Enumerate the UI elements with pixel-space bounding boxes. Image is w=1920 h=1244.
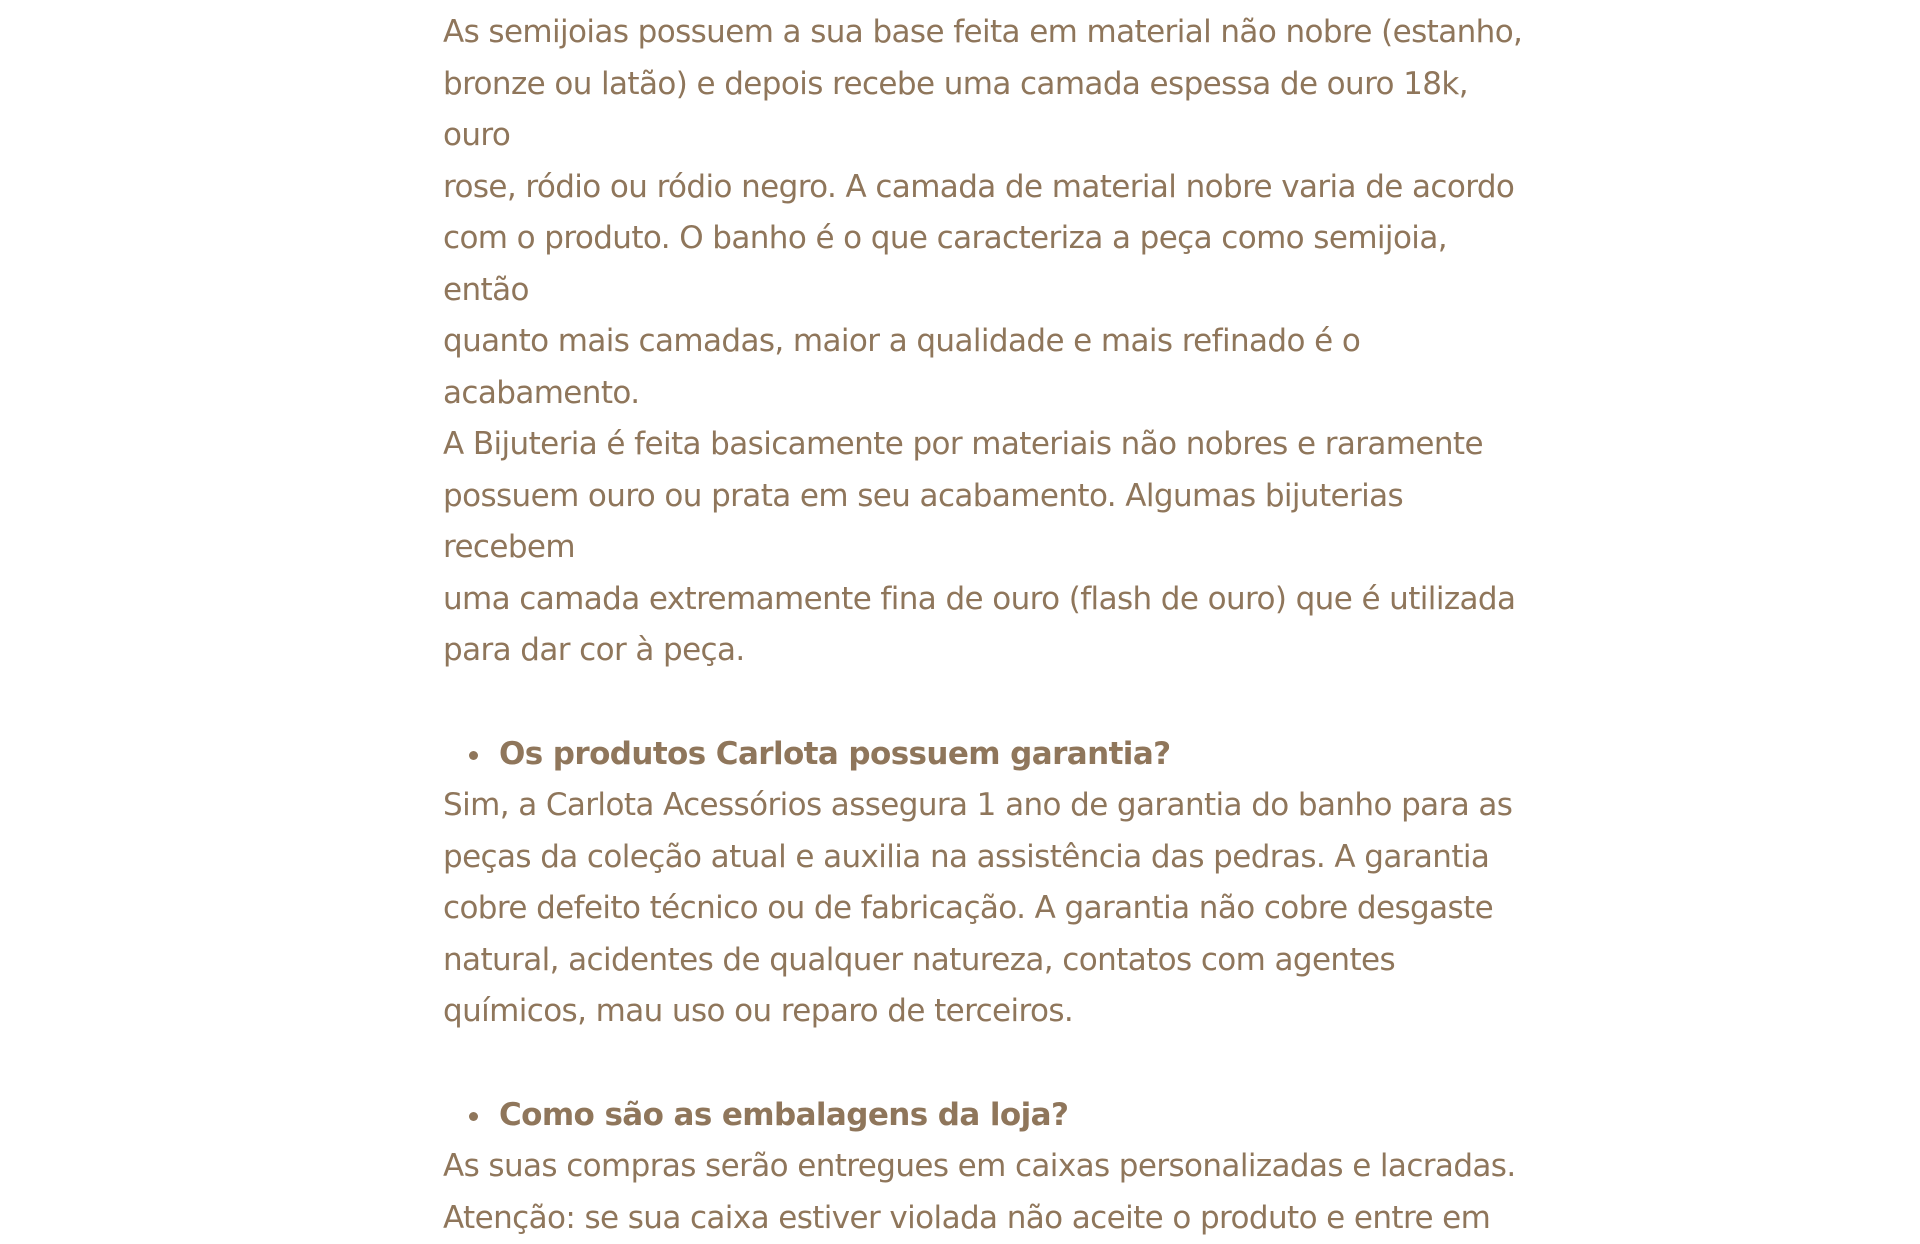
faq-content xyxy=(443,7,1528,1244)
section-spacer xyxy=(443,1038,1528,1090)
text-line: bronze ou latão) e depois recebe uma camada espessa de ouro 18k, ouro xyxy=(443,65,1469,153)
text-line: As suas compras serão entregues em caixas personalizadas e lacradas. xyxy=(443,1148,1516,1184)
question-list-garantia xyxy=(443,729,1528,781)
text-line: possuem ouro ou prata em seu acabamento. Algumas bijuterias recebem xyxy=(443,477,1404,565)
text-line: com o produto. O banho é o que caracteriza a peça como semijoia, então xyxy=(443,220,1447,308)
text-line: rose, ródio ou ródio negro. A camada de material nobre varia de acordo xyxy=(443,168,1515,205)
text-line: uma camada extremamente fina de ouro (flash de ouro) que é utilizada xyxy=(443,580,1516,617)
text-line: Sim, a Carlota Acessórios assegura 1 ano de garantia do banho para as xyxy=(443,787,1513,823)
question-text: Os produtos Carlota possuem garantia? xyxy=(499,735,1171,772)
text-line: Atenção: se sua caixa estiver violada não aceite o produto e entre em xyxy=(443,1199,1491,1236)
text-line: As semijoias possuem a sua base feita em material não nobre (estanho, xyxy=(443,14,1523,50)
text-line: A Bijuteria é feita basicamente por materiais não nobres e raramente xyxy=(443,426,1483,462)
text-line: peças da coleção atual e auxilia na assistência das pedras. A garantia xyxy=(443,838,1490,875)
section-spacer xyxy=(443,677,1528,729)
semijoia-answer-paragraph xyxy=(443,7,1528,419)
text-line: quanto mais camadas, maior a qualidade e mais refinado é o xyxy=(443,323,1361,359)
text-line: acabamento. xyxy=(443,374,640,411)
embalagens-answer-paragraph xyxy=(443,1141,1528,1244)
text-line: natural, acidentes de qualquer natureza, contatos com agentes xyxy=(443,941,1396,978)
bullet-icon xyxy=(469,1112,478,1121)
garantia-answer-paragraph xyxy=(443,780,1528,1038)
question-garantia xyxy=(443,729,1528,781)
bijuteria-answer-paragraph xyxy=(443,419,1528,677)
text-line: cobre defeito técnico ou de fabricação. A garantia não cobre desgaste xyxy=(443,890,1494,926)
bullet-icon xyxy=(469,751,478,760)
text-line: químicos, mau uso ou reparo de terceiros. xyxy=(443,993,1074,1029)
text-line: para dar cor à peça. xyxy=(443,632,745,668)
question-embalagens xyxy=(443,1090,1528,1142)
question-text: Como são as embalagens da loja? xyxy=(499,1096,1069,1133)
question-list-embalagens xyxy=(443,1090,1528,1142)
